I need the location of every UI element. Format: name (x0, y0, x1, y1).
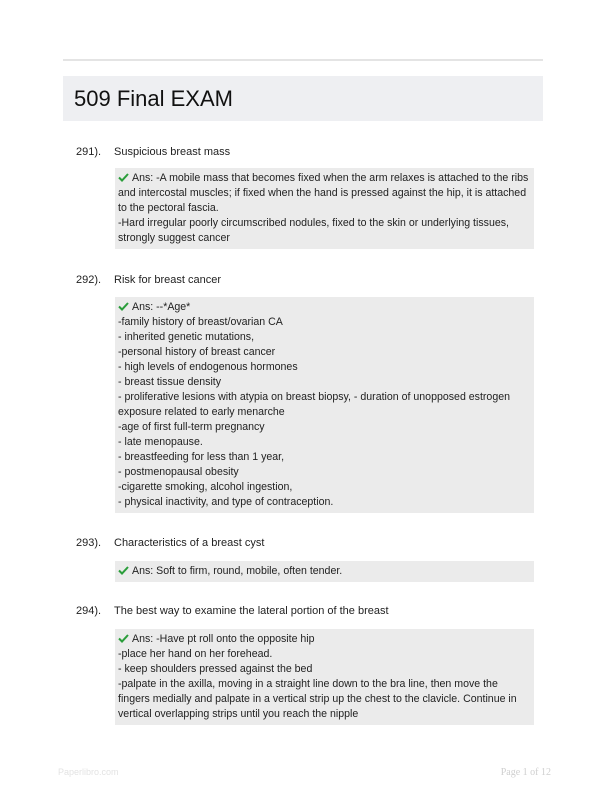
answer-box (115, 297, 534, 513)
answer-line: -place her hand on her forehead. (118, 648, 273, 660)
answer-line: and intercostal muscles; if fixed when the hand is pressed against the hip, it is attached (118, 187, 527, 199)
answer-box (115, 168, 534, 249)
answer-line: - breast tissue density (118, 376, 222, 388)
answer-line: - physical inactivity, and type of contraception. (118, 496, 334, 508)
answer-line: - high levels of endogenous hormones (118, 361, 298, 373)
question-number: 292). (76, 274, 102, 286)
question-number: 291). (76, 146, 102, 158)
answer-line: Ans: Soft to firm, round, mobile, often tender. (132, 565, 343, 577)
answer-line: fingers medially and palpate in a vertical strip up the chest to the clavicle. Continue in (118, 693, 517, 705)
check-icon (118, 302, 129, 311)
page-header (63, 76, 543, 121)
question-number: 294). (76, 605, 102, 617)
answer-line: Ans: -A mobile mass that becomes fixed when the arm relaxes is attached to the ribs (132, 172, 529, 184)
check-icon (118, 173, 129, 182)
answer-line: exposure related to early menarche (118, 406, 285, 418)
page-title: 509 Final EXAM (74, 86, 233, 111)
answer-line: -age of first full-term pregnancy (118, 421, 265, 433)
check-icon (118, 634, 129, 643)
answer-line: - proliferative lesions with atypia on breast biopsy, - duration of unopposed estrogen (118, 391, 510, 403)
answer-line: -Hard irregular poorly circumscribed nodules, fixed to the skin or underlying tissues, (118, 217, 509, 229)
question-prompt: Risk for breast cancer (114, 274, 221, 286)
page-indicator: Page 1 of 12 (500, 767, 551, 778)
answer-line: vertical overlapping strips until you reach the nipple (118, 708, 359, 720)
footer-watermark: Paperlibro.com (58, 767, 119, 777)
answer-box (115, 561, 534, 582)
check-icon (118, 566, 129, 575)
answer-line: - inherited genetic mutations, (118, 331, 255, 343)
answer-line: -personal history of breast cancer (118, 346, 276, 358)
answer-line: strongly suggest cancer (118, 232, 230, 244)
answer-line: -family history of breast/ovarian CA (118, 316, 283, 328)
answer-line: -cigarette smoking, alcohol ingestion, (118, 481, 293, 493)
answer-line: Ans: -Have pt roll onto the opposite hip (132, 633, 315, 645)
answer-line: to the pectoral fascia. (118, 202, 219, 214)
question-prompt: Characteristics of a breast cyst (114, 537, 265, 549)
question-prompt: The best way to examine the lateral portion of the breast (114, 605, 389, 617)
answer-line: Ans: --*Age* (132, 301, 191, 313)
answer-line: - postmenopausal obesity (118, 466, 239, 478)
answer-line: - breastfeeding for less than 1 year, (118, 451, 285, 463)
answer-line: - late menopause. (118, 436, 203, 448)
answer-line: - keep shoulders pressed against the bed (118, 663, 313, 675)
question-prompt: Suspicious breast mass (114, 146, 231, 158)
answer-box (115, 629, 534, 725)
question-number: 293). (76, 537, 102, 549)
top-divider (63, 59, 543, 61)
answer-line: -palpate in the axilla, moving in a straight line down to the bra line, then move the (118, 678, 498, 690)
